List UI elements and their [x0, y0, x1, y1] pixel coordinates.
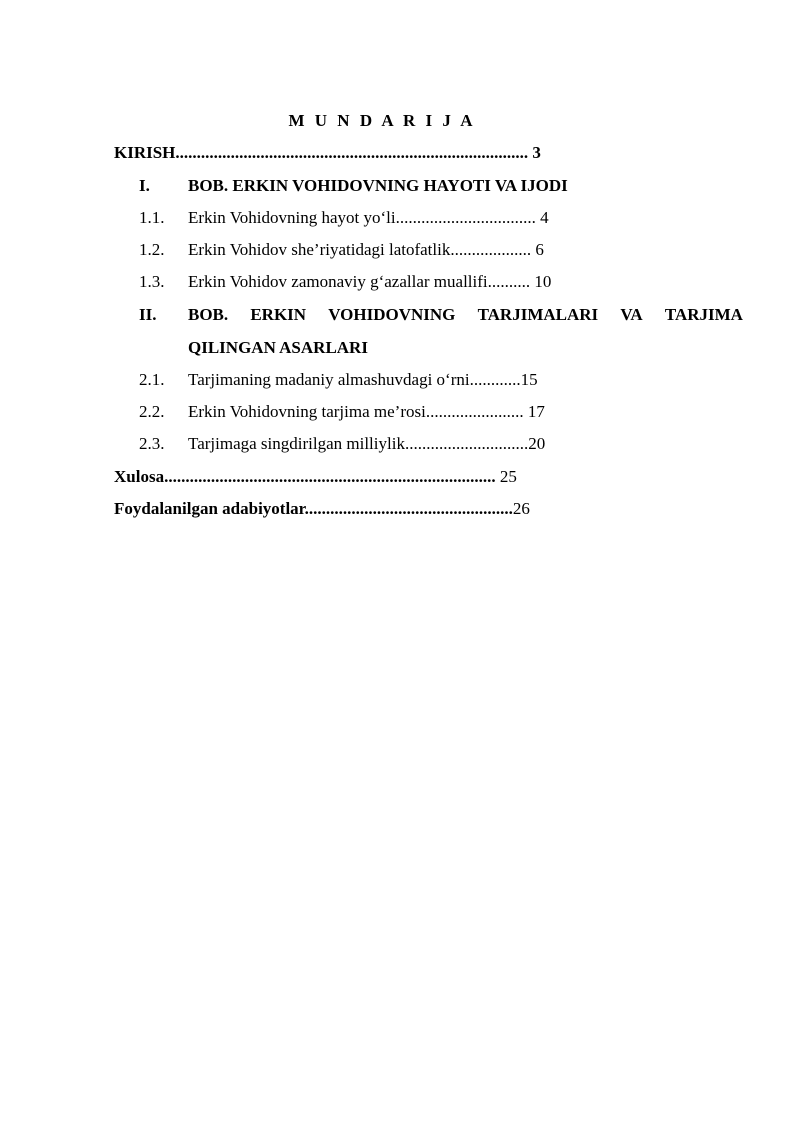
toc-chapter-2-number: II.: [139, 305, 157, 324]
toc-section-1-1-number: 1.1.: [139, 208, 165, 227]
toc-section-2-3-number: 2.3.: [139, 434, 165, 453]
toc-adabiyotlar-dots: .................................................: [304, 499, 513, 518]
toc-section-2-3: Tarjimaga singdirilgan milliylik.............................20: [188, 434, 546, 453]
toc-chapter-2-word: BOB.: [188, 305, 229, 324]
toc-section-1-1: Erkin Vohidovning hayot yo‘li................................. 4: [188, 208, 549, 227]
toc-chapter-2-word: ERKIN: [250, 305, 307, 324]
toc-chapter-2-title: [188, 305, 743, 325]
toc-chapter-2-word: VOHIDOVNING: [328, 305, 456, 324]
toc-section-2-2: Erkin Vohidovning tarjima me’rosi....................... 17: [188, 402, 545, 421]
toc-section-2-2-number: 2.2.: [139, 402, 165, 421]
toc-xulosa-label: Xulosa: [114, 467, 165, 486]
toc-xulosa-page: 25: [495, 467, 517, 486]
toc-chapter-2-title-line1: [188, 305, 743, 325]
toc-entry-xulosa: [114, 467, 517, 487]
toc-adabiyotlar-page: 26: [512, 499, 530, 518]
document-title: M U N D A R I J A: [288, 111, 476, 130]
toc-chapter-2-word: VA: [620, 305, 643, 324]
toc-section-1-2: Erkin Vohidov she’riyatidagi latofatlik................... 6: [188, 240, 544, 259]
toc-chapter-2-word: TARJIMALARI: [477, 305, 599, 324]
toc-chapter-2-word: TARJIMA: [664, 305, 743, 324]
toc-chapter-1-title: BOB. ERKIN VOHIDOVNING HAYOTI VA IJODI: [188, 176, 568, 195]
toc-adabiyotlar-label: Foydalanilgan adabiyotlar: [114, 499, 305, 518]
toc-chapter-2-title-line2: QILINGAN ASARLARI: [188, 338, 368, 357]
toc-section-1-3-number: 1.3.: [139, 272, 165, 291]
toc-section-2-1: Tarjimaning madaniy almashuvdagi o‘rni............15: [188, 370, 538, 389]
toc-entry-kirish: KIRISH................................................................................... 3: [114, 143, 541, 162]
toc-chapter-1-number: I.: [139, 176, 150, 195]
toc-section-1-2-number: 1.2.: [139, 240, 165, 259]
toc-section-2-1-number: 2.1.: [139, 370, 165, 389]
toc-entry-adabiyotlar: [114, 499, 530, 519]
toc-xulosa-dots: ..............................................................................: [164, 467, 496, 486]
toc-section-1-3: Erkin Vohidov zamonaviy g‘azallar muallifi.......... 10: [188, 272, 552, 291]
